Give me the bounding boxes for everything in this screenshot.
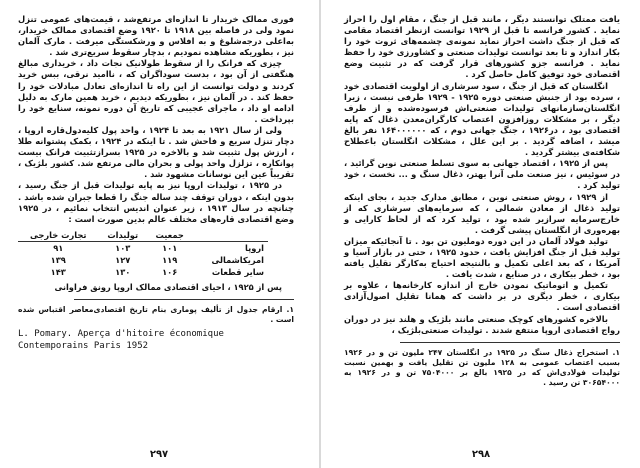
table-cell: ۱۲۷: [115, 254, 131, 265]
right-paragraph-7: بالاخره کشورهای کوچک صنعتی مانند بلژیک و هلند نیز در دوران رواج اقتصادی اروپا منتفع شدند . تولیدات صنعتی‌بلژیک ،: [344, 313, 620, 335]
table-header-cell: جمعیت: [147, 229, 192, 242]
table-header-row: [18, 229, 268, 242]
right-paragraph-5: تولید فولاد آلمان در این دوره دوملیون تن بود . تا آنجائیکه میزان تولید قبل از جنگ افزایش یافت ، حدود ۱۹۲۵ ، حتی در بازار آسیا و آمریکا ، که بعد اعلی تکمیل و بالنتیجه احتیاج به‌کارگر تقلیل یافته بود ، خطر بیکاری ، در صنایع ، شدت یافت .: [344, 235, 620, 280]
table-row: [18, 254, 268, 266]
table-row: [18, 266, 268, 278]
economic-index-table: [18, 229, 268, 278]
page-298: [322, 0, 640, 468]
table-cell: ۱۱۹: [162, 254, 178, 265]
right-footnote: ۱. استخراج ذغال سنگ در ۱۹۲۵ در انگلستان ۲۴۷ ملیون تن و در ۱۹۲۶ بسبب اعتصاب عمومی به ۱۲۸ ملیون تن تقلیل یافت و بهمین نسبت تولیدات فولادی‌اش که در ۱۹۲۵ بالغ بر ۷۵۰۴۰۰۰ تن و در ۱۹۲۶ به ۳۰۶۵۴۰۰۰ تن رسید .: [344, 347, 621, 388]
table-cell: ۱۳۰: [115, 266, 131, 277]
table-cell: ۱۴۳: [50, 266, 66, 277]
table-cell: امریکاشمالی: [211, 254, 264, 265]
footnote-divider: [74, 299, 294, 300]
right-paragraph-2: انگلستان که قبل از جنگ ، سود سرشاری از اولویت اقتصادی خود ، سرده بود از جنبش صنعتی دوره ۱۹۲۵ - ۱۹۲۹ طرفی نبست ، زیرا انگلستان‌سازمانهای تولیدات صنعتی‌اش فرسوده‌شده و از طرف دیگر ، بر مشکلات روزافزون اعتصاب کارگران‌معدن ذغال که پایه اقتصادی بود ، در‌۱۹۲۶ ، جنگ جهانی دوم ، که ۱۶۴۰۰۰۰۰۰ نفر بالغ میشد ، اضافه گردید . بر این علل ، مشکلات انگلستان باعطلاح شکافته‌ی بیشتر گردید .: [344, 80, 621, 158]
right-paragraph-3: پس از ۱۹۲۵ ، اقتصاد جهانی به سوی تسلط صنعتی نوین گرائید ، در سوئیس ، نیز صنعت ملی آنرا بهتر، ذغال سنگ و ... نخست ، خود تولید کرد .: [344, 158, 620, 191]
table-row: [18, 241, 268, 254]
table-cell: ۱۰۳: [115, 242, 131, 253]
footnote-divider: [400, 342, 620, 343]
left-footnote-citation: L. Pomary. Aperça d'hitoire économique Contemporains Paris 1952: [18, 329, 224, 352]
right-paragraph-4: از ۱۹۲۹ ، روش صنعتی نوین ، مطابق‌ مدارک جدید ، بجای اینکه تولید ذغال از معادن شمالی ، که سرمایه‌های سرشاری که از خارج‌سرمایه سرازیر شده بود ، تولید کرد که از لحاظ کارایی و بهره‌وری از انگلستان پیشی گرفت .: [344, 191, 620, 235]
right-paragraph-6: تکمیل و اتوماتیک نمودن خارج از اندازه کارخانه‌ها ، علاوه بر بیکاری ، خطر دیگری در بر داشت که همانا تقلیل اصول‌آزادی اقتصادی است .: [344, 280, 620, 313]
table-cell: ۹۱: [53, 242, 64, 253]
table-header-cell: تجارت خارجی: [18, 229, 99, 242]
left-paragraph-3: ولی از سال ۱۹۲۱ به بعد تا ۱۹۲۴ ، واحد پول کلیه‌دول‌قاره‌ اروپا ، دچار تنزل سریع و فاحش شد . تا اینکه در ۱۹۲۴ ، بکمک پشتوانه طلا ، ارزش پول تثبیت شد و بالاخره در ۱۹۲۵ بسرازتثبیت فرانک بیست پوانکاره ، تزلزل واحد پولی و بحران مالی مرتفع شد. کشور بلژیک ، تقریباً عین این نوسانات مشهود شد .: [18, 124, 295, 180]
table-cell: ۱۰۱: [162, 242, 178, 253]
left-paragraph-4: در ۱۹۲۵ ، تولیدات اروپا نیز به پایه تولیدات قبل از جنگ رسید ، بدون اینکه ، دوران توقف چند ساله جنگ را قطعا جبران شده باشد . چنانچه در سال ۱۹۱۳ ، زیر عنوان اندیس انتخاب نمائیم ، در ۱۹۲۵ وضع اقتصادی قاره‌های مختلف عالم بدین صورت است :: [18, 180, 294, 224]
left-footnote: ۱. ارقام جدول از تألیف پوماری بنام تاریخ اقتصادی‌معاصر اقتباس شده است .: [18, 304, 294, 325]
table-cell: اروپا: [244, 242, 264, 253]
left-paragraph-2: چیزی که فرانک را از سقوط طولانیک نجات داد ، خریداری مبالغ هنگفتی از آن بود ، بدست سوداگران که ، ناامید نرقی، ببس خرید کردند و دولت توانست از این راه تا اندازه‌ای تعادل مبادلات خود را حفظ کند . در آلمان نیز ، بطوریکه دیدیم ، خرید همین مارک به دلیل ادامه او داد ، ماجرای عجیبی که تاریخ آن دوره نمونه‌، سنایع خود را بپرداخت .: [18, 58, 294, 124]
left-after-table-text: پس از ۱۹۲۵ ، احیای اقتصادی ممالک اروپا رونق فراوانی: [54, 281, 282, 292]
table-cell: سایر قطعات: [211, 266, 264, 277]
page-number: ۲۹۷: [149, 449, 169, 460]
page-number: ۲۹۸: [471, 449, 491, 460]
book-gutter: [319, 0, 321, 468]
table-header-cell: تولیدات: [99, 229, 147, 242]
left-paragraph-1: فوری ممالک خریدار تا اندازه‌ای مرتفع‌شد ، قیمت‌های عمومی تنزل نمود ولی در فاصله بین ۱۹۱۸ تا ۱۹۲۰ وضع اقتصادی ممالک خریدار، به‌اعلی درجه‌شلوغ و به افلاس و ورشکستگی میرفت . مارک آلمان نیز ، بطوریکه مشاهده نمودیم ، بدچار سقوط سریع‌تری شد .: [18, 14, 295, 58]
page-297: [0, 0, 318, 468]
table-header-cell: [192, 229, 268, 242]
table-cell: ۱۰۶: [162, 266, 178, 277]
right-paragraph-1: یافت ممتلک توانستند دیگر ، مانند قبل از جنگ ، مقام اول را احراز نماید . کشور فرانسه تا قبل از ۱۹۲۹ توانست ازنظر اقتصاد مقامی که قبل از جنگ داشت احراز نماید نمونه‌ی چشمه‌های ثروت خود را بکار اندازد و تا بعد توانست تولیدات صنعتی و کشاورزی خود را حفظ نماید . فرانسه جزو کشورهای قرار گرفت که در تثبیت وضع اقتصادی خود توفیق کامل حاصل کرد .: [344, 14, 620, 80]
table-cell: ۱۳۹: [50, 254, 66, 265]
